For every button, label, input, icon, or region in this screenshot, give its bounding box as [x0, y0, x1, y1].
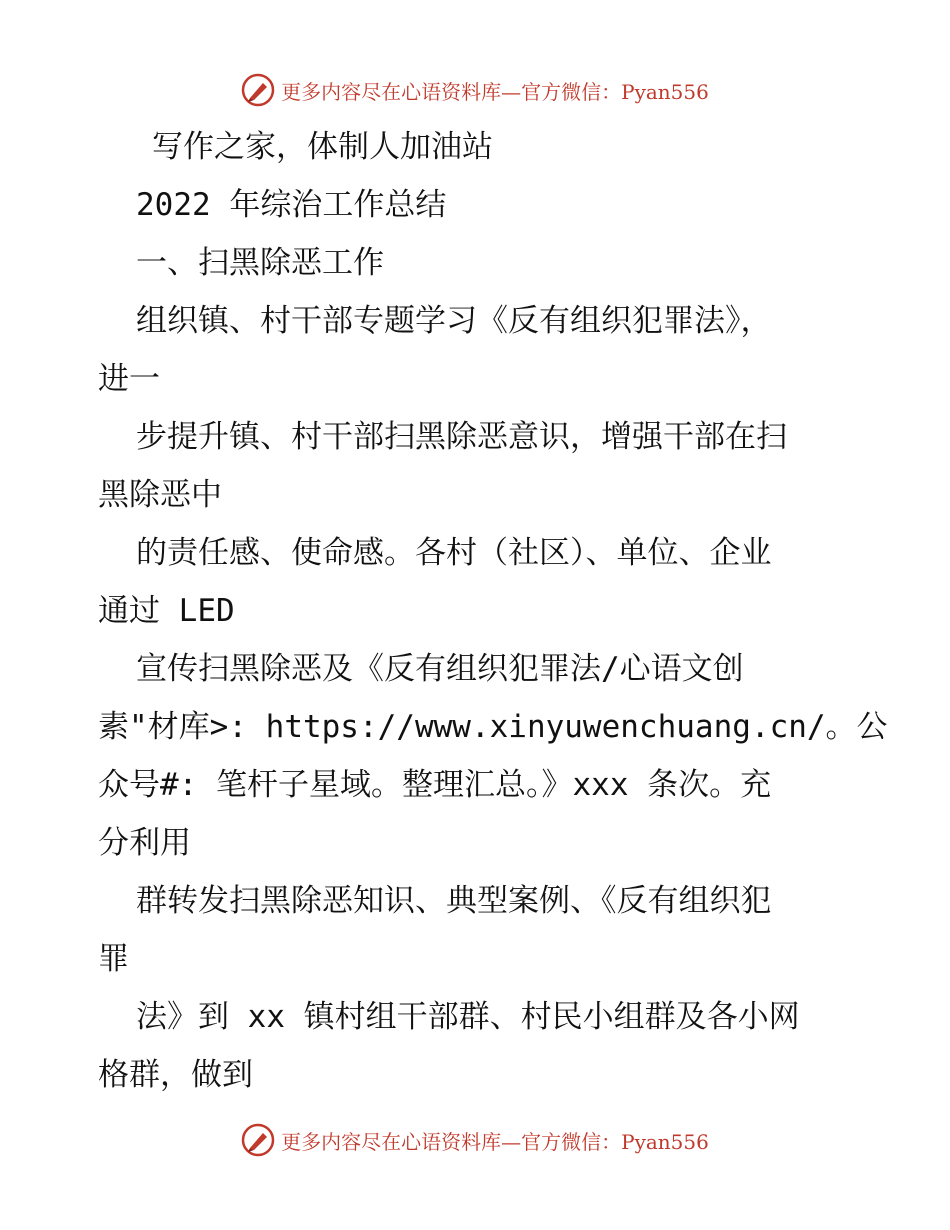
body-line: 2022 年综治工作总结 — [136, 187, 447, 223]
body-line: 一、扫黑除恶工作 — [136, 245, 384, 281]
body-line: 众号#: 笔杆子星域。整理汇总。》xxx 条次。充 — [98, 767, 772, 803]
body-line: 组织镇、村干部专题学习《反有组织犯罪法》， — [136, 303, 772, 339]
body-line: 黑除恶中 — [98, 477, 222, 513]
footer-watermark-banner — [0, 1120, 950, 1160]
banner-text: 更多内容尽在心语资料库—官方微信：Pyan556 — [281, 79, 709, 104]
body-line: 法》到 xx 镇村组干部群、村民小组群及各小网 — [136, 999, 800, 1035]
header-watermark-banner — [0, 70, 950, 110]
body-line: 素"材库>: https://www.xinyuwenchuang.cn/。公 — [98, 709, 888, 745]
pen-logo-icon — [241, 1123, 275, 1157]
body-line: 写作之家，体制人加油站 — [152, 129, 493, 165]
body-line: 分利用 — [98, 825, 191, 861]
body-line: 宣传扫黑除恶及《反有组织犯罪法/心语文创 — [136, 651, 744, 687]
body-line: 步提升镇、村干部扫黑除恶意识，增强干部在扫 — [136, 419, 787, 455]
body-line: 通过 LED — [98, 593, 235, 629]
document-body — [98, 118, 888, 1104]
body-line: 进一 — [98, 361, 160, 397]
body-line: 罪 — [98, 941, 129, 977]
pen-logo-icon — [241, 73, 275, 107]
banner-text: 更多内容尽在心语资料库—官方微信：Pyan556 — [281, 1129, 709, 1154]
body-line: 的责任感、使命感。各村（社区）、单位、企业 — [136, 535, 772, 571]
body-line: 群转发扫黑除恶知识、典型案例、《反有组织犯 — [136, 883, 772, 919]
body-line: 格群，做到 — [98, 1057, 253, 1093]
